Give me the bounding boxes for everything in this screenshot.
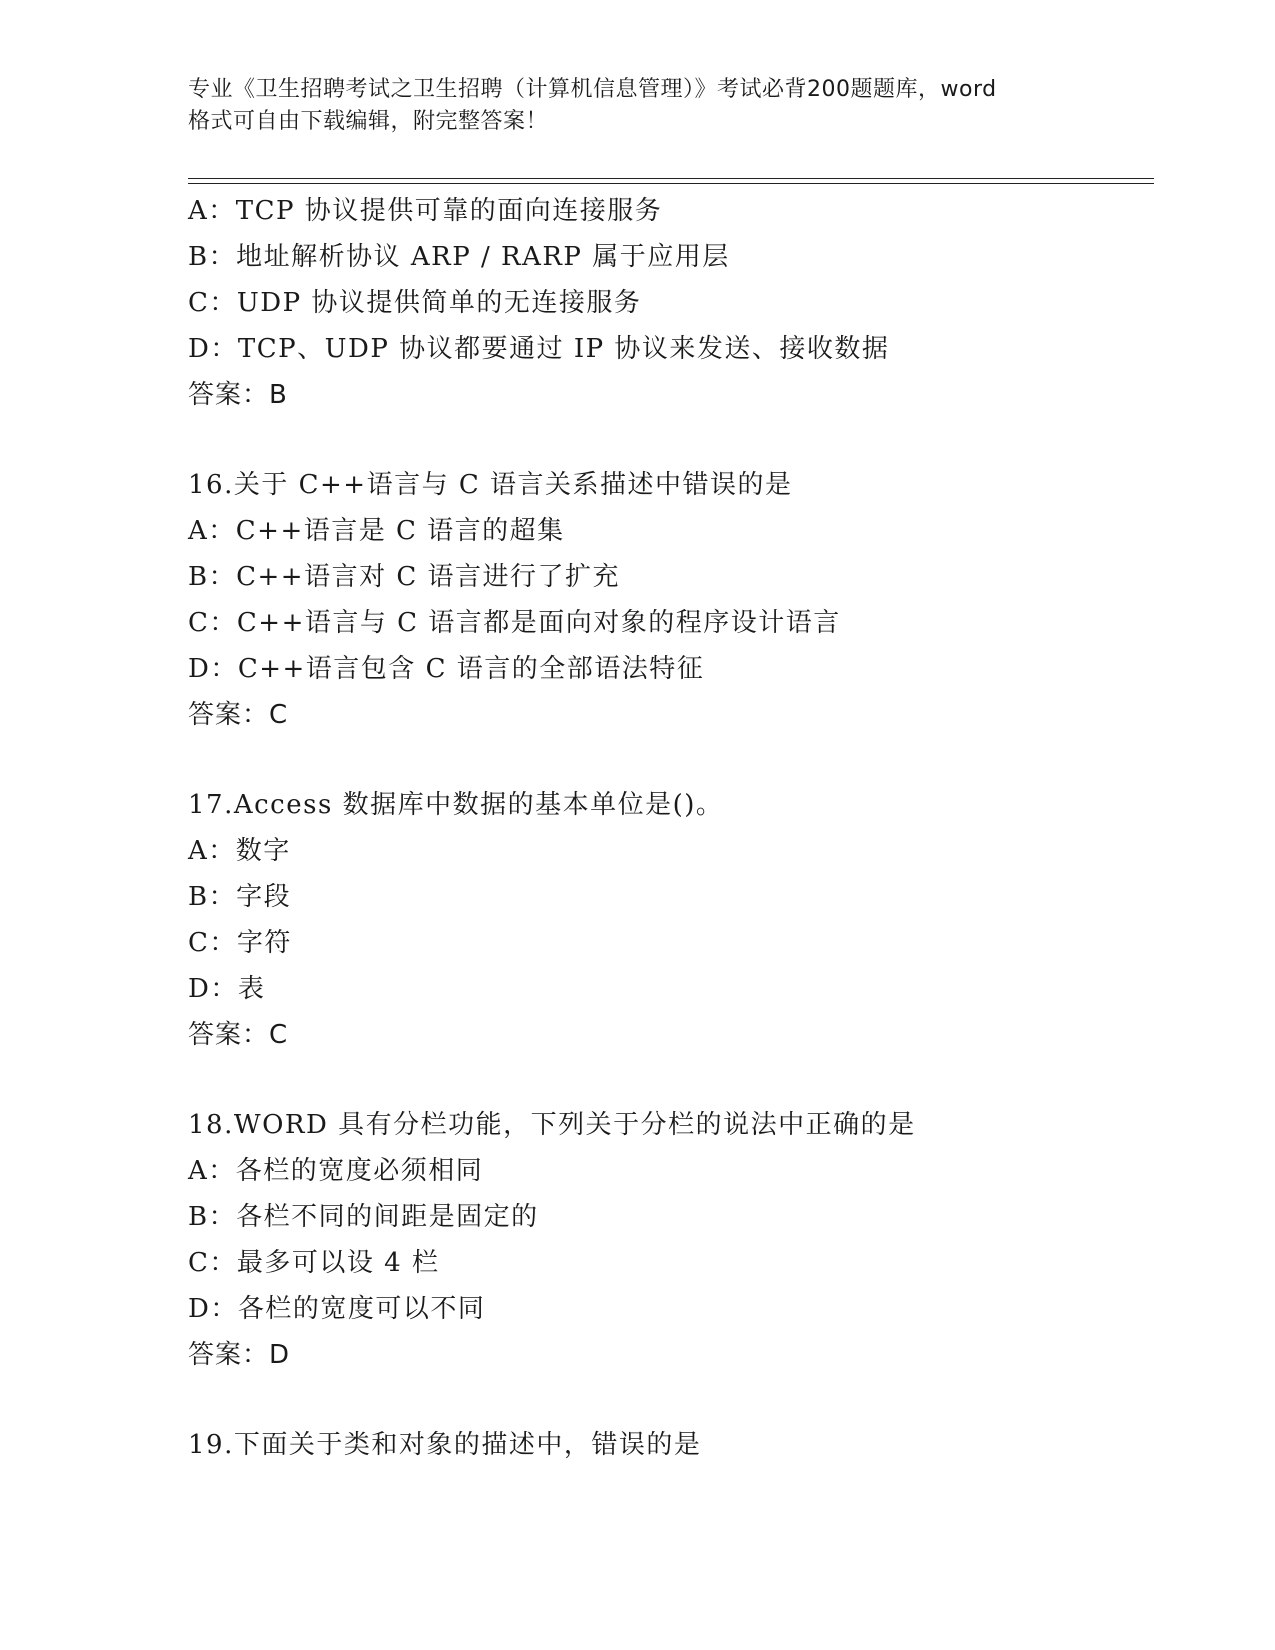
answer-line: 答案：C (188, 1020, 289, 1050)
option-b: B：各栏不同的间距是固定的 (188, 1202, 539, 1232)
spacer (188, 738, 1154, 782)
answer-line: 答案：C (188, 700, 289, 730)
option-c: C：C++语言与 C 语言都是面向对象的程序设计语言 (188, 608, 841, 638)
option-b: B：C++语言对 C 语言进行了扩充 (188, 562, 620, 592)
question-block-19 (188, 1422, 1154, 1468)
option-b: B：地址解析协议 ARP / RARP 属于应用层 (188, 242, 730, 272)
option-c: C：UDP 协议提供简单的无连接服务 (188, 288, 642, 318)
spacer (188, 1378, 1154, 1422)
answer-line: 答案：D (188, 1340, 291, 1370)
question-text: 19.下面关于类和对象的描述中，错误的是 (188, 1430, 702, 1460)
option-c: C：字符 (188, 928, 292, 958)
document-header (188, 74, 1098, 138)
option-d: D：TCP、UDP 协议都要通过 IP 协议来发送、接收数据 (188, 334, 890, 364)
option-b: B：字段 (188, 882, 292, 912)
question-text: 18.WORD 具有分栏功能，下列关于分栏的说法中正确的是 (188, 1110, 916, 1140)
option-a: A：C++语言是 C 语言的超集 (188, 516, 565, 546)
question-block-15 (188, 188, 1154, 418)
question-block-16 (188, 462, 1154, 738)
option-a: A：各栏的宽度必须相同 (188, 1156, 484, 1186)
question-block-18 (188, 1102, 1154, 1378)
header-line-1: 专业《卫生招聘考试之卫生招聘（计算机信息管理）》考试必背200题题库，word (188, 77, 997, 102)
header-divider-top (188, 178, 1154, 179)
header-line-2: 格式可自由下载编辑，附完整答案！ (188, 109, 549, 134)
answer-line: 答案：B (188, 380, 288, 410)
question-list (188, 188, 1154, 1468)
option-d: D：各栏的宽度可以不同 (188, 1294, 486, 1324)
option-d: D：C++语言包含 C 语言的全部语法特征 (188, 654, 705, 684)
option-a: A：TCP 协议提供可靠的面向连接服务 (188, 196, 663, 226)
question-text: 16.关于 C++语言与 C 语言关系描述中错误的是 (188, 470, 793, 500)
option-d: D：表 (188, 974, 266, 1004)
spacer (188, 418, 1154, 462)
question-text: 17.Access 数据库中数据的基本单位是()。 (188, 790, 724, 820)
question-block-17 (188, 782, 1154, 1058)
option-a: A：数字 (188, 836, 291, 866)
spacer (188, 1058, 1154, 1102)
option-c: C：最多可以设 4 栏 (188, 1248, 440, 1278)
header-divider-bottom (188, 183, 1154, 184)
